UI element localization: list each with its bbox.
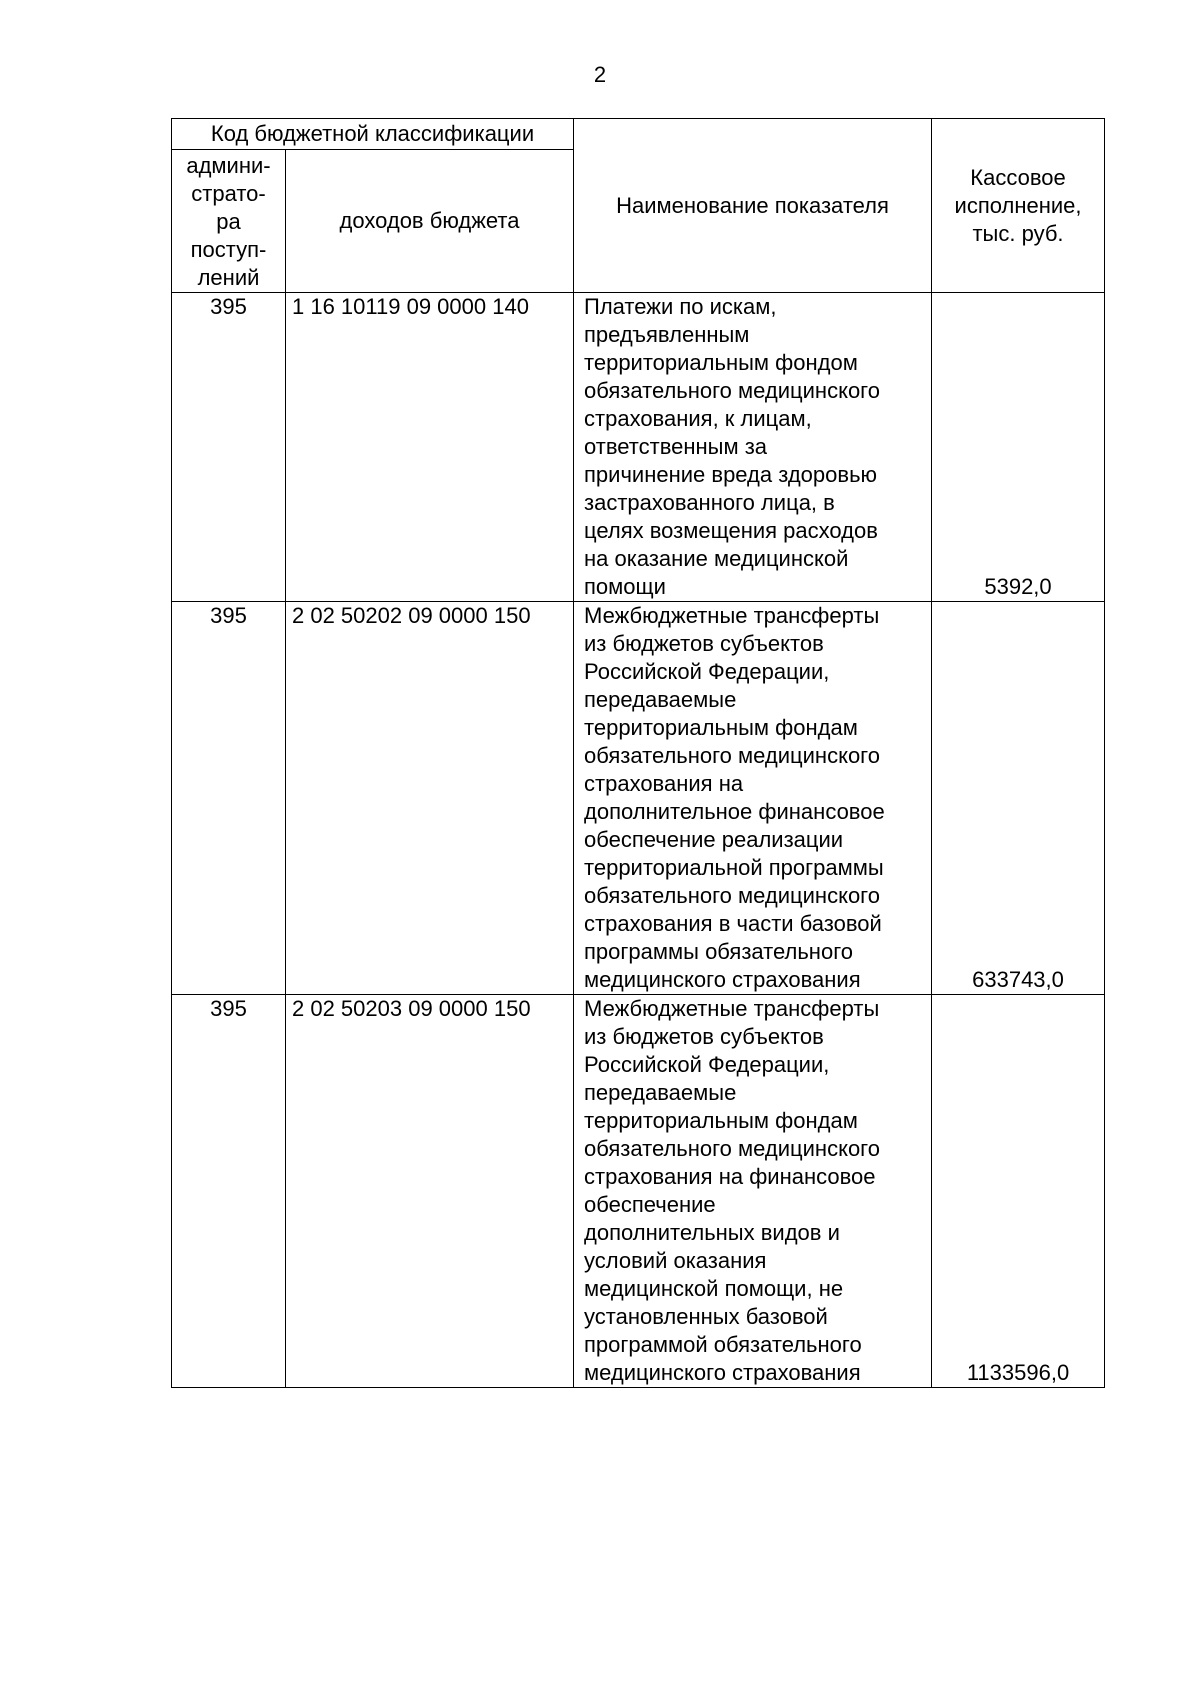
- amount-cell: 1133596,0: [932, 995, 1105, 1388]
- indicator-name-line: территориальной программы: [584, 855, 884, 880]
- indicator-name-line: территориальным фондам: [584, 1108, 858, 1133]
- indicator-name-line: причинение вреда здоровью: [584, 462, 878, 487]
- indicator-name-line: помощи: [584, 574, 666, 599]
- header-budget-revenues: доходов бюджета: [286, 150, 574, 293]
- indicator-name-line: из бюджетов субъектов: [584, 1024, 824, 1049]
- indicator-name-line: территориальным фондом: [584, 350, 858, 375]
- header-admin-line: поступ-: [190, 237, 267, 262]
- indicator-name-line: медицинского страхования: [584, 967, 861, 992]
- revenue-code-cell: 1 16 10119 09 0000 140: [286, 293, 574, 602]
- header-indicator-name: Наименование показателя: [574, 119, 932, 293]
- indicator-name-line: обеспечение реализации: [584, 827, 844, 852]
- indicator-name-line: страхования на финансовое: [584, 1164, 876, 1189]
- indicator-name-line: предъявленным: [584, 322, 750, 347]
- header-amount-line: тыс. руб.: [972, 220, 1064, 246]
- indicator-name-cell: [574, 602, 932, 995]
- header-admin-line: ра: [216, 209, 241, 234]
- indicator-name-line: Межбюджетные трансферты: [584, 603, 880, 628]
- header-budget-classification: Код бюджетной классификации: [172, 119, 574, 150]
- revenue-code-cell: 2 02 50203 09 0000 150: [286, 995, 574, 1388]
- indicator-name-line: обязательного медицинского: [584, 1136, 880, 1161]
- amount-cell: 633743,0: [932, 602, 1105, 995]
- budget-table: [171, 118, 1105, 1388]
- indicator-name-line: обязательного медицинского: [584, 378, 880, 403]
- indicator-name-line: из бюджетов субъектов: [584, 631, 824, 656]
- indicator-name-line: страхования на: [584, 771, 744, 796]
- header-revenue-administrator: [172, 150, 286, 293]
- header-cash-execution: [932, 119, 1105, 293]
- admin-code-cell: 395: [172, 602, 286, 995]
- indicator-name-line: обеспечение: [584, 1192, 716, 1217]
- indicator-name-line: медицинского страхования: [584, 1360, 861, 1385]
- indicator-name-line: медицинской помощи, не: [584, 1276, 844, 1301]
- table-row: [172, 293, 1105, 602]
- header-amount-line: исполнение,: [954, 192, 1082, 218]
- indicator-name-line: установленных базовой: [584, 1304, 828, 1329]
- header-admin-line: админи-: [186, 153, 271, 178]
- admin-code-cell: 395: [172, 995, 286, 1388]
- indicator-name-line: Российской Федерации,: [584, 1052, 830, 1077]
- indicator-name-line: на оказание медицинской: [584, 546, 849, 571]
- indicator-name-line: передаваемые: [584, 687, 737, 712]
- indicator-name-cell: [574, 293, 932, 602]
- indicator-name-line: Платежи по искам,: [584, 294, 777, 319]
- indicator-name-line: передаваемые: [584, 1080, 737, 1105]
- header-admin-line: страто-: [191, 181, 266, 206]
- indicator-name-line: территориальным фондам: [584, 715, 858, 740]
- indicator-name-line: Российской Федерации,: [584, 659, 830, 684]
- indicator-name-line: дополнительных видов и: [584, 1220, 840, 1245]
- amount-cell: 5392,0: [932, 293, 1105, 602]
- table-row: [172, 995, 1105, 1388]
- indicator-name-line: Межбюджетные трансферты: [584, 996, 880, 1021]
- indicator-name-line: обязательного медицинского: [584, 743, 880, 768]
- indicator-name-cell: [574, 995, 932, 1388]
- indicator-name-line: страхования в части базовой: [584, 911, 882, 936]
- indicator-name-line: условий оказания: [584, 1248, 767, 1273]
- indicator-name-line: страхования, к лицам,: [584, 406, 812, 431]
- table-row: [172, 602, 1105, 995]
- page-number: 2: [593, 62, 607, 87]
- indicator-name-line: дополнительное финансовое: [584, 799, 885, 824]
- indicator-name-line: застрахованного лица, в: [584, 490, 835, 515]
- header-admin-line: лений: [197, 265, 260, 290]
- indicator-name-line: ответственным за: [584, 434, 768, 459]
- indicator-name-line: обязательного медицинского: [584, 883, 880, 908]
- header-amount-line: Кассовое: [970, 164, 1066, 190]
- revenue-code-cell: 2 02 50202 09 0000 150: [286, 602, 574, 995]
- indicator-name-line: целях возмещения расходов: [584, 518, 878, 543]
- admin-code-cell: 395: [172, 293, 286, 602]
- indicator-name-line: программой обязательного: [584, 1332, 862, 1357]
- indicator-name-line: программы обязательного: [584, 939, 853, 964]
